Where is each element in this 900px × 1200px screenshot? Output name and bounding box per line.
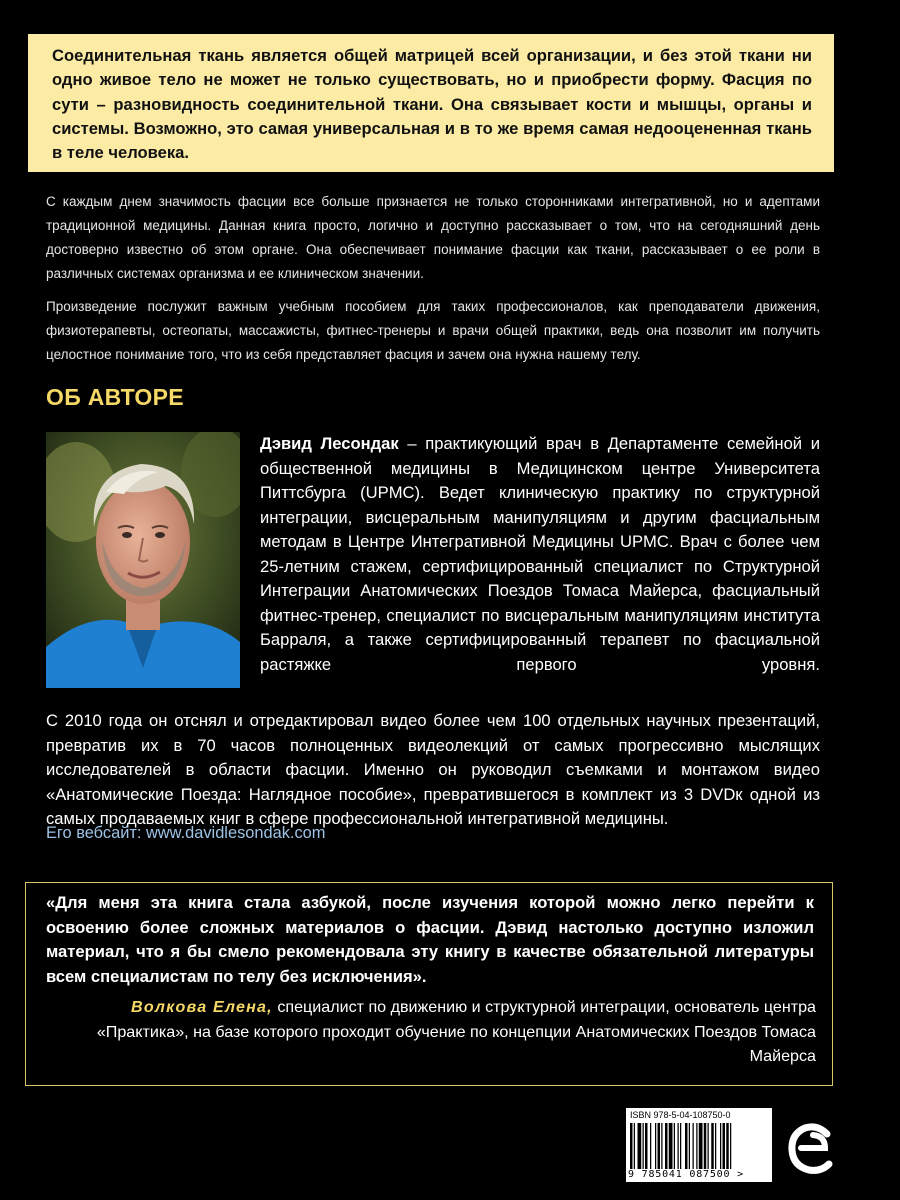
author-bio (260, 432, 820, 677)
testimonial-quote: «Для меня эта книга стала азбукой, после изучения которой можно легко перейти к освоению более сложных материалов о фасции. Дэвид настолько доступно изложил материал, что я бы смело рекомендовала эту книгу в качестве обязательной литературы всем специалистам по телу без исключения». (46, 893, 814, 986)
description-paragraph-1: С каждым днем значимость фасции все больше признается не только сторонниками интегративной, но и адептами традиционной медицины. Данная книга просто, логично и доступно рассказывает о том, что на сегодняшний день достоверно известно об этом органе. Она обеспечивает понимание фасции как ткани, рассказывает о ее роли в различных системах организма и ее клиническом значении. (46, 194, 820, 281)
website-label: Его вебсайт: (46, 824, 146, 842)
isbn-barcode (626, 1108, 772, 1182)
isbn-number: ISBN 978-5-04-108750-0 (630, 1110, 731, 1120)
intro-text: Соединительная ткань является общей матрицей всей организации, и без этой ткани ни одно живое тело не может не только существовать, но и приобрести форму. Фасция по сути – разновидность соединительной ткани. Она связывает кости и мышцы, органы и системы. Возможно, это самая универсальная и в то же время самая недооцененная ткань в теле человека. (52, 46, 812, 163)
author-bio-text: – практикующий врач в Департаменте семейной и общественной медицины в Медицинском центре Университета Питтсбурга (UPMC). Ведет клиническую практику по структурной интеграции, висцеральным манипуляциям и другим фасциальным методам в Центре Интегративной Медицины UPMC. Врач с более чем 25-летним стажем, сертифицированный специалист по Структурной Интеграции Анатомических Поездов Томаса Майерса, фасциальный фитнес-тренер, специалист по висцеральным манипуляциям института Барраля, а также сертифицированный терапевт по фасциальной растяжке первого уровня. (260, 434, 821, 674)
eksmo-logo-icon (787, 1120, 835, 1176)
testimonial-box (25, 882, 833, 1086)
testimonial-attribution (48, 995, 816, 1069)
testimonial-author-desc: специалист по движению и структурной интеграции, основатель центра «Практика», на базе которого проходит обучение по концепции Анатомических Поездов Томаса Майерса (96, 998, 816, 1065)
author-bio-continued: С 2010 года он отснял и отредактировал видео более чем 100 отдельных научных презентаций, превратив их в 70 часов полноценных видеолекций от самых прогрессивно мыслящих исследователей в области фасции. Именно он руководил съемками и монтажом видео «Анатомические Поезда: Наглядное пособие», превратившегося в комплект из 3 DVDк одной из самых продаваемых книг в сфере профессиональной интегративной медицины. (46, 711, 820, 828)
author-name: Дэвид Лесондак (260, 434, 399, 453)
intro-highlight-box (28, 34, 834, 172)
author-website-link[interactable]: www.davidlesondak.com (145, 824, 326, 842)
description-paragraph-2: Произведение послужит важным учебным пособием для таких профессионалов, как преподаватели движения, физиотерапевты, остеопаты, массажисты, фитнес-тренеры и врачи общей практики, ведь она позволит им получить целостное понимание того, что из себя представляет фасция и зачем она нужна нашему телу. (46, 299, 820, 362)
author-photo (46, 432, 240, 688)
testimonial-author: Волкова Елена, (131, 998, 273, 1016)
barcode-bars (630, 1123, 768, 1169)
barcode-digits: 9 785041 087500 > (628, 1169, 744, 1180)
author-website-line (46, 824, 325, 843)
about-author-heading: ОБ АВТОРЕ (46, 384, 184, 410)
